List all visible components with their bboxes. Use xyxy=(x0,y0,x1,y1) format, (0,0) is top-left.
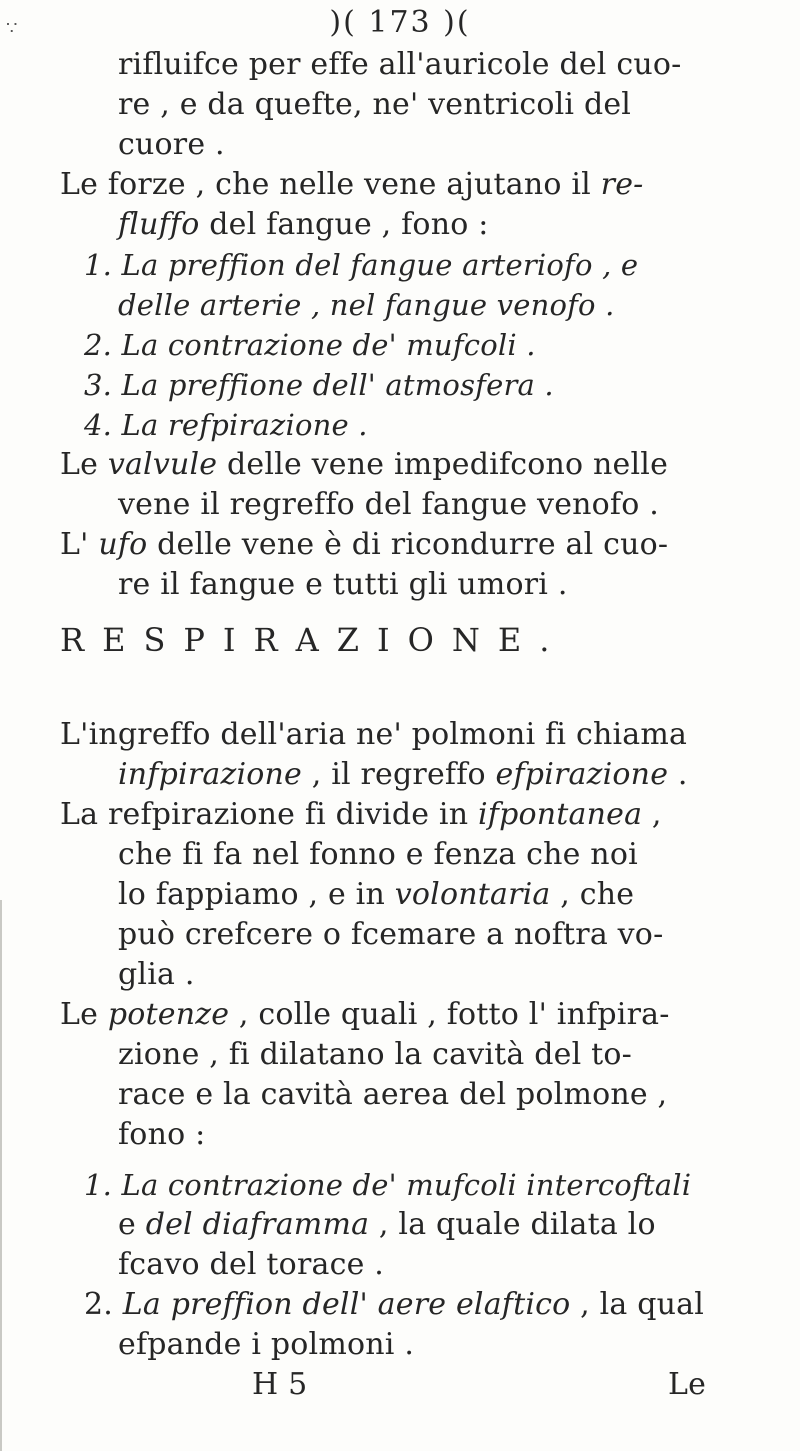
para5-text: La refpirazione fi divide in xyxy=(60,797,478,832)
para5-italic: volontaria xyxy=(394,877,551,912)
para5-text: , che xyxy=(550,877,635,912)
list-number: 1. xyxy=(84,248,113,282)
list2-item-2 xyxy=(84,1286,704,1324)
stray-mark: ∵ xyxy=(6,18,18,39)
list-text: La contrazione de' mufcoli . xyxy=(121,328,536,362)
para4-line2 xyxy=(118,756,688,794)
para5-italic: ifpontanea xyxy=(477,797,643,832)
list-number: 2. xyxy=(84,328,113,362)
para3-italic: valvule xyxy=(107,447,218,482)
list-text: La contrazione de' mufcoli intercoftali xyxy=(121,1168,692,1202)
list-italic: La preffion dell' aere elaftico xyxy=(122,1287,571,1322)
para4-text: . xyxy=(668,757,688,792)
list-text: , la quale dilata lo xyxy=(369,1207,656,1242)
para4-italic: efpirazione xyxy=(495,757,669,792)
list-italic: del diaframma xyxy=(145,1207,370,1242)
list-number: 4. xyxy=(84,408,113,442)
para4-italic: infpirazione xyxy=(118,757,302,792)
para1-line1: rifluifce per effe all'auricole del cuo- xyxy=(118,47,682,82)
signature-mark: H 5 xyxy=(252,1367,308,1402)
list-text: delle arterie , nel fangue venofo . xyxy=(118,288,615,322)
list-number: 2. xyxy=(84,1287,114,1322)
list-text: La refpirazione . xyxy=(121,408,368,442)
para6-italic: potenze xyxy=(107,997,230,1032)
para6-text: Le xyxy=(60,997,108,1032)
para2-italic: fluffo xyxy=(118,207,200,242)
para2-italic: re- xyxy=(600,167,644,202)
para3-italic: ufo xyxy=(98,527,148,562)
list1-item-4 xyxy=(84,406,368,444)
para5-line4: può crefcere o fcemare a noftra vo- xyxy=(118,917,664,952)
list-text: , la qual xyxy=(570,1287,705,1322)
para1-line2: re , e da quefte, ne' ventricoli del xyxy=(118,87,632,122)
list-text: e xyxy=(118,1207,146,1242)
para4-text: , il regreffo xyxy=(301,757,496,792)
catchword: Le xyxy=(668,1367,707,1402)
para6-line1 xyxy=(60,996,670,1034)
list2-item-1 xyxy=(84,1166,691,1204)
list2-item-1-cont xyxy=(118,1206,656,1244)
list-text: La preffion del fangue arteriofo , e xyxy=(121,248,639,282)
para5-line2: che fi fa nel fonno e fenza che noi xyxy=(118,837,638,872)
para2-line2 xyxy=(118,206,489,244)
para5-text: lo fappiamo , e in xyxy=(118,877,395,912)
para1-line3: cuore . xyxy=(118,127,225,162)
para3-line1 xyxy=(60,446,668,484)
para5-line3 xyxy=(118,876,634,914)
list1-item-1-cont xyxy=(118,286,615,324)
para2-text: del fangue , fono : xyxy=(199,207,489,242)
para6-line4: fono : xyxy=(118,1117,206,1152)
para2-text: Le forze , che nelle vene ajutano il xyxy=(60,167,601,202)
para3-line2: vene il regreffo del fangue venofo . xyxy=(118,487,659,522)
running-head: )( 173 )( xyxy=(329,5,471,40)
para3-line4: re il fangue e tutti gli umori . xyxy=(118,567,568,602)
para3-text: Le xyxy=(60,447,108,482)
para3-text: delle vene è di ricondurre al cuo- xyxy=(147,527,669,562)
para6-line2: zione , fi dilatano la cavità del to- xyxy=(118,1037,632,1072)
para3-text: delle vene impedifcono nelle xyxy=(217,447,669,482)
list-text: La preffione dell' atmosfera . xyxy=(121,368,554,402)
page-edge-line xyxy=(0,900,2,1451)
para5-text: , xyxy=(642,797,662,832)
list1-item-1 xyxy=(84,246,638,284)
list2-item-2-cont: efpande i polmoni . xyxy=(118,1327,415,1362)
para3-line3 xyxy=(60,526,668,564)
section-heading: RESPIRAZIONE. xyxy=(60,621,568,659)
list1-item-2 xyxy=(84,326,536,364)
para6-line3: race e la cavità aerea del polmone , xyxy=(118,1077,668,1112)
para5-line1 xyxy=(60,796,662,834)
para5-line5: glia . xyxy=(118,957,195,992)
para3-text: L' xyxy=(60,527,99,562)
list2-item-1-cont2: fcavo del torace . xyxy=(118,1247,384,1282)
para2-line1 xyxy=(60,166,644,204)
para4-line1: L'ingreffo dell'aria ne' polmoni fi chiama xyxy=(60,717,688,752)
list1-item-3 xyxy=(84,366,554,404)
para6-text: , colle quali , fotto l' infpira- xyxy=(229,997,670,1032)
list-number: 1. xyxy=(84,1168,113,1202)
list-number: 3. xyxy=(84,368,113,402)
